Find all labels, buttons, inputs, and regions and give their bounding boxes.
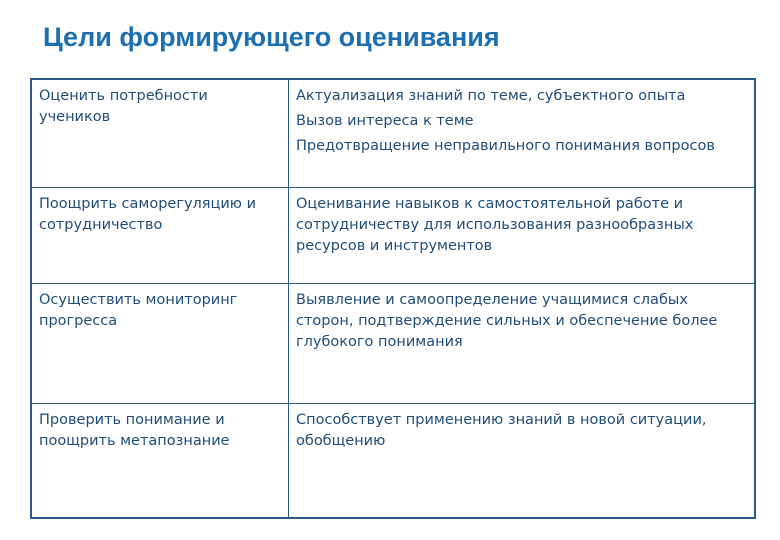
goal-cell: Проверить понимание и поощрить метапознание bbox=[31, 403, 289, 518]
description-line: Актуализация знаний по теме, субъектного опыта bbox=[296, 88, 686, 104]
goals-table bbox=[30, 78, 756, 519]
description-line: Вызов интереса к теме bbox=[296, 113, 474, 129]
goal-cell: Осуществить мониторинг прогресса bbox=[31, 283, 289, 403]
description-cell: Способствует применению знаний в новой ситуации, обобщению bbox=[289, 403, 756, 518]
description-cell bbox=[289, 79, 756, 187]
description-cell: Выявление и самоопределение учащимися слабых сторон, подтверждение сильных и обеспечение более глубокого понимания bbox=[289, 283, 756, 403]
description-line: Предотвращение неправильного понимания вопросов bbox=[296, 138, 715, 154]
goal-cell: Поощрить саморегуляцию и сотрудничество bbox=[31, 187, 289, 283]
description-cell: Оценивание навыков к самостоятельной работе и сотрудничеству для использования разнообразных ресурсов и инструментов bbox=[289, 187, 756, 283]
goal-cell: Оценить потребности учеников bbox=[31, 79, 289, 187]
table-row bbox=[31, 187, 755, 283]
page-title: Цели формирующего оценивания bbox=[43, 22, 500, 52]
table-row bbox=[31, 79, 755, 187]
table-row bbox=[31, 403, 755, 518]
table-row bbox=[31, 283, 755, 403]
